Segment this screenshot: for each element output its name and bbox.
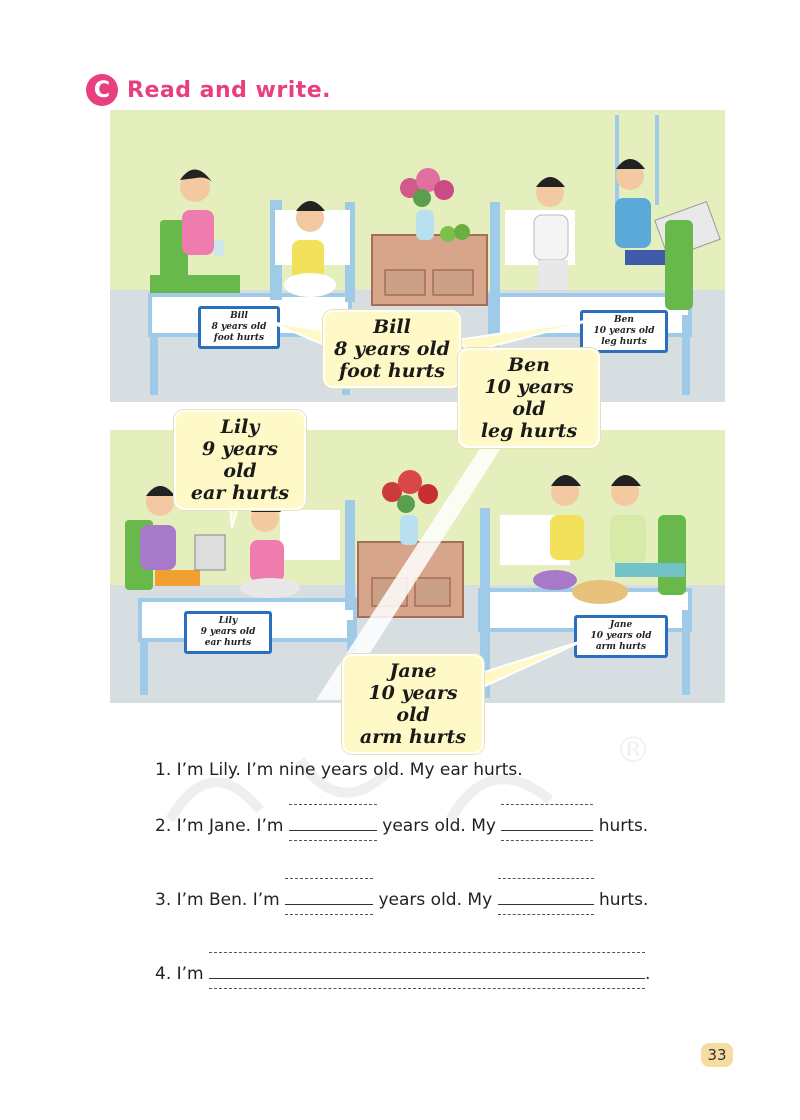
- section-badge: C: [86, 74, 118, 106]
- section-title: Read and write.: [127, 77, 332, 103]
- callout-ben: Ben 10 years old leg hurts: [458, 348, 600, 448]
- callout-bill: Bill 8 years old foot hurts: [323, 310, 461, 388]
- callout-lily: Lily 9 years old ear hurts: [174, 410, 306, 510]
- answer-blank-4[interactable]: [209, 962, 645, 979]
- exercise-3: 3. I’m Ben. I’m years old. My hurts.: [155, 890, 649, 910]
- watermark-registered-symbol: ®: [615, 730, 651, 771]
- bed-tag-bill: Bill 8 years old foot hurts: [198, 306, 280, 349]
- answer-blank-3b[interactable]: [498, 888, 594, 905]
- bed-tag-jane: Jane 10 years old arm hurts: [574, 615, 668, 658]
- exercise-2: 2. I’m Jane. I’m years old. My hurts.: [155, 816, 649, 836]
- answer-blank-2b[interactable]: [501, 814, 593, 831]
- answer-blank-3a[interactable]: [285, 888, 373, 905]
- callout-jane: Jane 10 years old arm hurts: [342, 654, 484, 754]
- answer-blank-2a[interactable]: [289, 814, 377, 831]
- exercise-4: 4. I’m .: [155, 964, 651, 984]
- bed-tag-lily: Lily 9 years old ear hurts: [184, 611, 272, 654]
- page-number: 33: [701, 1043, 733, 1067]
- exercise-1: 1. I’m Lily. I’m nine years old. My ear hurts.: [155, 760, 523, 780]
- bed-tag-ben: Ben 10 years old leg hurts: [580, 310, 668, 353]
